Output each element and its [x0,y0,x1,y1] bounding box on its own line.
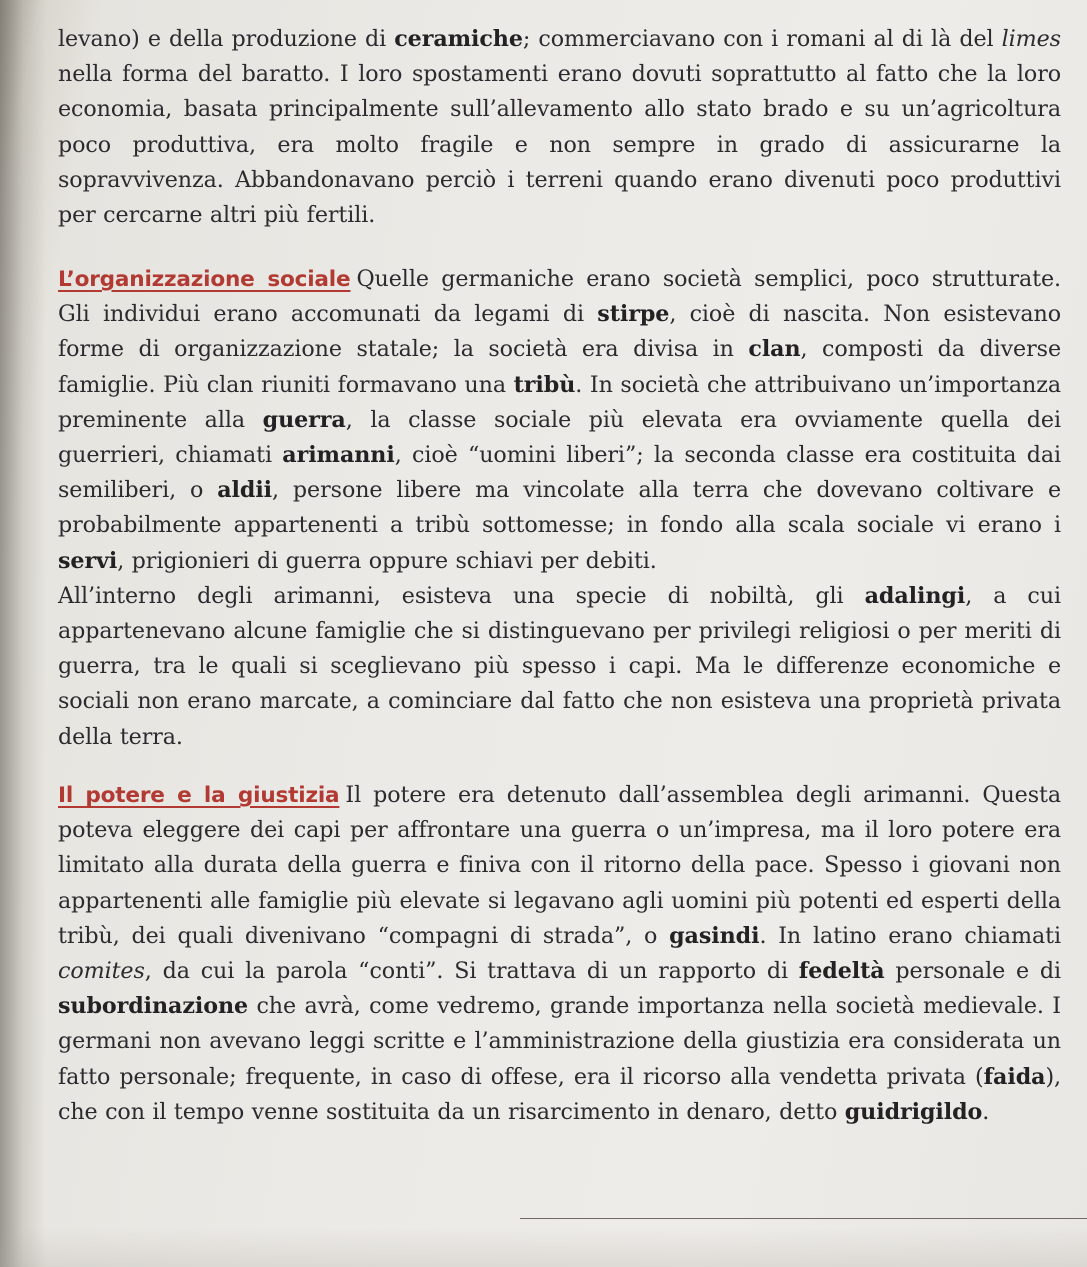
keyword-fedelta: fedeltà [798,958,885,985]
text-run: All’interno degli arimanni, esisteva una specie di nobiltà, gli [58,582,865,609]
text-run: , prigionieri di guerra oppure schiavi per debiti. [117,547,657,574]
term-comites: comites [58,958,145,985]
keyword-arimanni: arimanni [282,442,395,469]
text-run: Quelle germaniche erano società semplici, poco strutturate. Gli individui erano accomunati da legami di [58,266,1062,328]
text-run: che avrà, come vedremo, grande importanza nella società medievale. I germani non avevano leggi scritte e l’amministrazione della giustizia era considerata un fatto personale; frequente, in caso di offese, era il ricorso alla vendetta privata ( [58,993,1061,1090]
text-run: . In società che attribuivano un’importanza preminente alla [58,371,1061,433]
keyword-guerra: guerra [262,406,346,433]
keyword-guidrigildo: guidrigildo [844,1098,983,1125]
bottom-divider-rule [520,1218,1087,1219]
keyword-ceramiche: ceramiche [394,26,523,52]
term-limes: limes [1001,26,1061,52]
text-run: personale e di [884,958,1061,985]
text-run: , a cui appartenevano alcune famiglie che si distinguevano per privilegi religiosi o per meriti di guerra, tra le quali si sceglievano più spesso i capi. Ma le differenze economiche e sociali non erano marcate, a cominciare dal fatto che non esisteva una proprietà privata della terra. [58,582,1062,750]
section-heading-organizzazione: L’organizzazione sociale [58,267,351,292]
text-run: ; commerciavano con i romani al di là del [522,26,1002,52]
keyword-aldii: aldii [217,477,273,504]
keyword-tribu: tribù [513,371,576,398]
page-binding-shadow [0,0,46,1267]
text-run: , cioè di nascita. Non esistevano forme di organizzazione statale; la società era divisa in [58,301,1061,363]
text-run: , cioè “uomini liberi”; la seconda classe era costituita dai semiliberi, o [58,442,1061,504]
keyword-stirpe: stirpe [597,301,670,328]
text-run: nella forma del baratto. I loro spostamenti erano dovuti soprattutto al fatto che la loro economia, basata principalmente sull’allevamento allo stato brado e su un’agricoltura poco produttiva, era molto fragile e non sempre in grado di assicurarne la sopravvivenza. Abbandonavano perciò i terreni quando erano divenuti poco produttivi per cercarne altri più fertili. [58,61,1061,229]
keyword-adalingi: adalingi [864,582,966,609]
keyword-gasindi: gasindi [669,922,760,949]
text-run: ), che con il tempo venne sostituita da un risarcimento in denaro, detto [58,1063,1061,1125]
text-run: , persone libere ma vincolate alla terra che dovevano coltivare e probabilmente appartenenti a tribù sottomesse; in fondo alla scala sociale vi erano i [58,477,1061,539]
text-run: , da cui la parola “conti”. Si trattava di un rapporto di [144,958,799,985]
organizzazione-paragraph-1 [58,262,1061,579]
keyword-clan: clan [748,336,801,363]
organizzazione-paragraph-2 [58,579,1061,755]
potere-paragraph [58,778,1061,1130]
text-run: Il potere era detenuto dall’assemblea degli arimanni. Questa poteva eleggere dei capi per affrontare una guerra o un’impresa, ma il loro potere era limitato alla durata della guerra e finiva con il ritorno della pace. Spesso i giovani non appartenenti alle famiglie più elevate si legavano agli uomini più potenti ed esperti della tribù, dei quali divenivano “compagni di strada”, o [58,782,1062,949]
text-run: . [982,1098,990,1125]
intro-paragraph [58,22,1061,233]
section-heading-potere: Il potere e la giustizia [58,783,340,808]
keyword-subordinazione: subordinazione [58,993,249,1020]
economy-paragraph [58,22,1061,233]
text-run: , composti da diverse famiglie. Più clan riuniti formavano una [58,336,1061,398]
page-bottom-shadow [0,1227,1087,1267]
text-run: , la classe sociale più elevata era ovviamente quella dei guerrieri, chiamati [58,406,1061,469]
text-run: levano) e della produzione di [58,26,395,52]
section-potere-giustizia [58,778,1061,1130]
keyword-faida: faida [983,1063,1046,1090]
section-organizzazione-sociale [58,262,1061,755]
text-run: . In latino erano chiamati [759,922,1061,949]
keyword-servi: servi [58,547,118,574]
